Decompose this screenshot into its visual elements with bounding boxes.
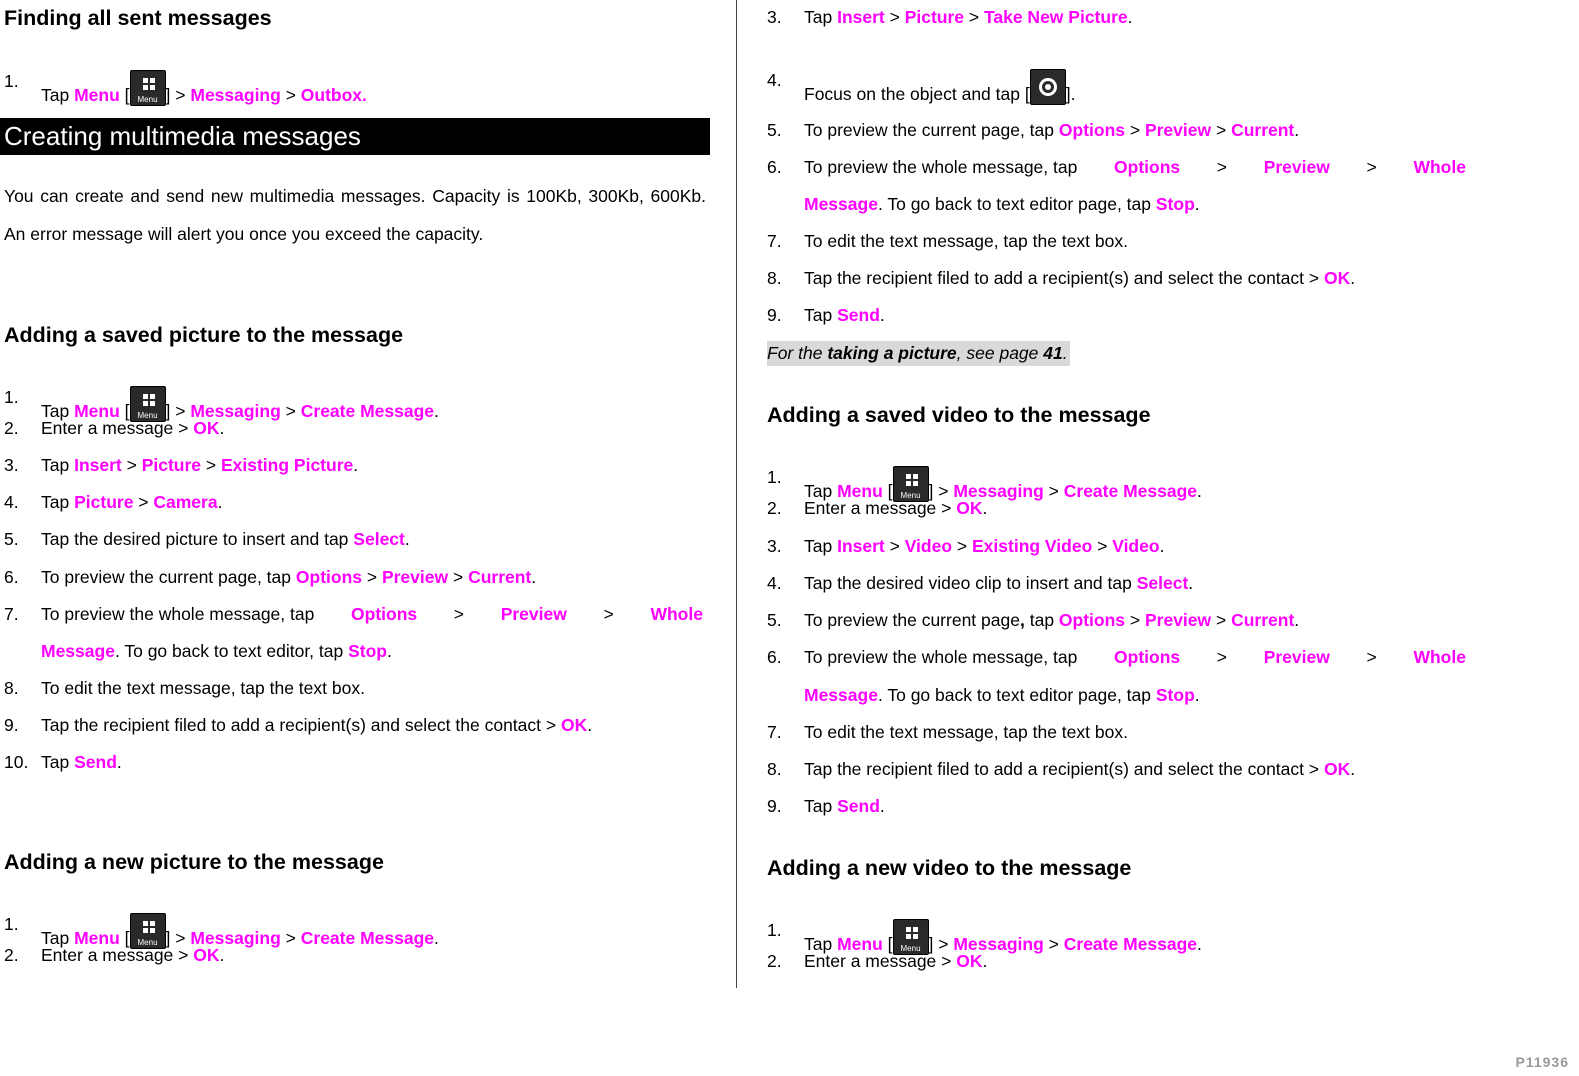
insert-link[interactable]: Insert — [837, 536, 885, 556]
create-message-link[interactable]: Create Message — [1063, 481, 1198, 501]
preview-link[interactable]: Preview — [1263, 157, 1330, 177]
cross-reference-note: For the taking a picture, see page 41. — [767, 341, 1070, 366]
options-link[interactable]: Options — [1058, 120, 1125, 140]
menu-icon: Menu — [130, 70, 166, 106]
messaging-link[interactable]: Messaging — [190, 85, 281, 105]
preview-link[interactable]: Preview — [1263, 647, 1330, 667]
create-message-link[interactable]: Create Message — [1063, 934, 1198, 954]
messaging-link[interactable]: Messaging — [190, 928, 281, 948]
options-link[interactable]: Options — [351, 604, 418, 624]
page-reference-link[interactable]: 41 — [1043, 343, 1063, 363]
preview-link[interactable]: Preview — [1144, 610, 1212, 630]
send-link[interactable]: Send — [837, 305, 880, 325]
stop-link[interactable]: Stop — [1155, 194, 1195, 214]
whole-message-link[interactable]: Message — [804, 194, 878, 214]
whole-message-link[interactable]: Message — [804, 685, 878, 705]
picture-link[interactable]: Picture — [74, 492, 134, 512]
saved-picture-heading: Adding a saved picture to the message — [4, 323, 404, 347]
whole-message-link[interactable]: Whole — [1413, 647, 1466, 667]
preview-link[interactable]: Preview — [381, 567, 449, 587]
whole-message-link[interactable]: Whole — [650, 604, 703, 624]
whole-message-link[interactable]: Whole — [1413, 157, 1466, 177]
video-link[interactable]: Video — [1112, 536, 1160, 556]
ok-link[interactable]: OK — [193, 418, 220, 438]
ok-link[interactable]: OK — [956, 498, 983, 518]
picture-link[interactable]: Picture — [141, 455, 202, 475]
messaging-link[interactable]: Messaging — [953, 934, 1044, 954]
video-link[interactable]: Video — [904, 536, 953, 556]
ok-link[interactable]: OK — [193, 945, 220, 965]
menu-link[interactable]: Menu — [837, 481, 883, 501]
new-picture-heading: Adding a new picture to the message — [4, 850, 384, 874]
menu-link[interactable]: Menu — [74, 85, 120, 105]
ok-link[interactable]: OK — [956, 951, 983, 971]
menu-link[interactable]: Menu — [837, 934, 883, 954]
options-link[interactable]: Options — [1114, 157, 1181, 177]
whole-message-link[interactable]: Message — [41, 641, 115, 661]
ok-link[interactable]: OK — [1323, 268, 1351, 288]
menu-icon: Menu — [893, 919, 929, 955]
select-link[interactable]: Select — [1136, 573, 1189, 593]
ok-link[interactable]: OK — [560, 715, 588, 735]
intro-paragraph: You can create and send new multimedia messages. Capacity is 100Kb, 300Kb, 600Kb. An error message will alert you once you exceed the capacity. — [4, 186, 706, 244]
camera-link[interactable]: Camera — [153, 492, 218, 512]
current-link[interactable]: Current — [1231, 610, 1295, 630]
saved-video-heading: Adding a saved video to the message — [767, 403, 1151, 427]
ok-link[interactable]: OK — [1323, 759, 1351, 779]
select-link[interactable]: Select — [353, 529, 405, 549]
existing-video-link[interactable]: Existing Video — [972, 536, 1093, 556]
options-link[interactable]: Options — [1058, 610, 1126, 630]
options-link[interactable]: Options — [295, 567, 362, 587]
menu-link[interactable]: Menu — [74, 928, 120, 948]
create-message-link[interactable]: Create Message — [300, 401, 435, 421]
menu-link[interactable]: Menu — [74, 401, 120, 421]
options-link[interactable]: Options — [1114, 647, 1181, 667]
send-link[interactable]: Send — [837, 796, 880, 816]
create-message-link[interactable]: Create Message — [300, 928, 435, 948]
send-link[interactable]: Send — [74, 752, 117, 772]
column-divider — [736, 0, 737, 988]
menu-icon: Menu — [893, 466, 929, 502]
messaging-link[interactable]: Messaging — [953, 481, 1044, 501]
insert-link[interactable]: Insert — [837, 7, 885, 27]
picture-link[interactable]: Picture — [904, 7, 965, 27]
messaging-link[interactable]: Messaging — [190, 401, 281, 421]
take-new-picture-link[interactable]: Take New Picture — [983, 7, 1128, 27]
existing-picture-link[interactable]: Existing Picture — [220, 455, 354, 475]
new-video-heading: Adding a new video to the message — [767, 856, 1132, 880]
camera-shutter-icon — [1030, 69, 1066, 105]
outbox-link[interactable]: Outbox. — [300, 85, 367, 105]
insert-link[interactable]: Insert — [74, 455, 122, 475]
current-link[interactable]: Current — [468, 567, 532, 587]
menu-icon: Menu — [130, 913, 166, 949]
section-banner: Creating multimedia messages — [0, 118, 710, 155]
menu-icon: Menu — [130, 386, 166, 422]
preview-link[interactable]: Preview — [500, 604, 567, 624]
stop-link[interactable]: Stop — [348, 641, 387, 661]
page-number: P11936 — [1515, 1054, 1569, 1070]
stop-link[interactable]: Stop — [1155, 685, 1195, 705]
preview-link[interactable]: Preview — [1144, 120, 1212, 140]
current-link[interactable]: Current — [1231, 120, 1295, 140]
finding-heading: Finding all sent messages — [4, 6, 272, 30]
